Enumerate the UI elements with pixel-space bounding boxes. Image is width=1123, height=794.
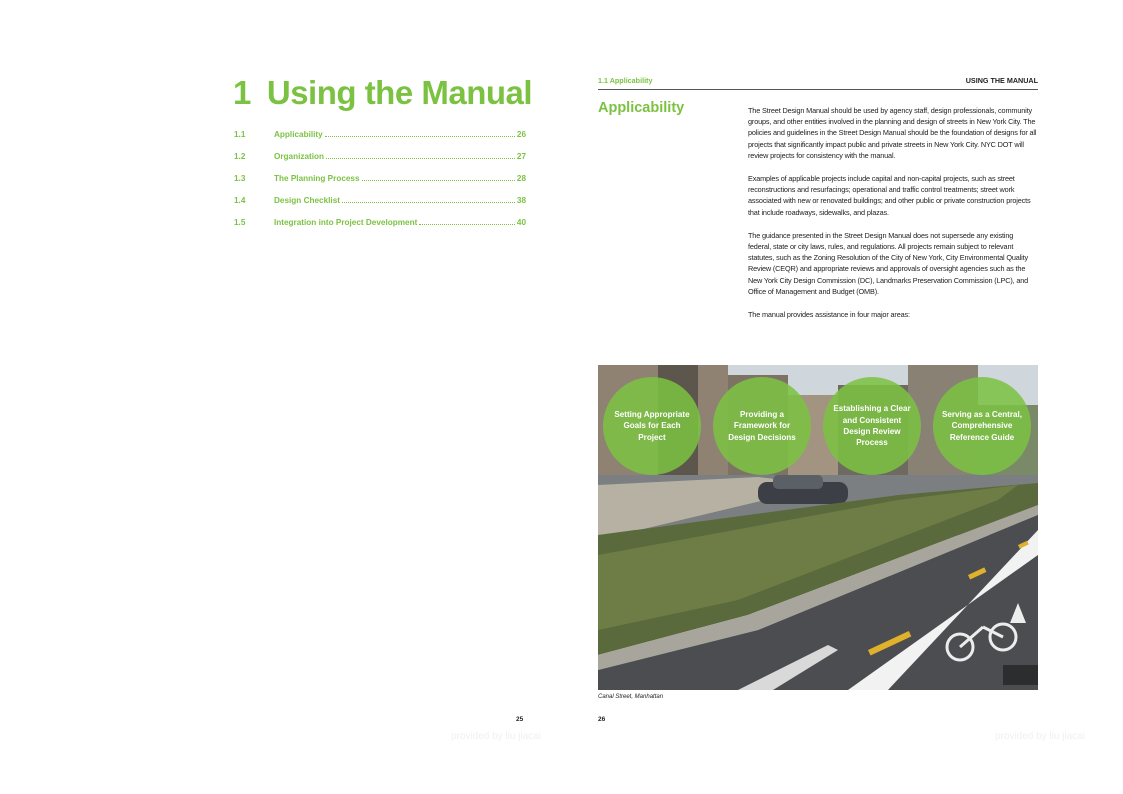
- toc-item-label[interactable]: Integration into Project Development: [274, 218, 418, 227]
- body-paragraph: The Street Design Manual should be used by agency staff, design professionals, community groups, and other entities involved in the planning and design of streets in New York City. The policies and guidelines in the Street Design Manual should be the foundation of designs for all projects that significantly impact public and private streets in New York City. NYC DOT will review projects for consistency with the manual.: [748, 106, 1037, 160]
- toc-item-label[interactable]: Design Checklist: [274, 196, 340, 205]
- area-circle-reference-guide: Serving as a Central, Comprehensive Reference Guide: [933, 377, 1031, 475]
- chapter-number: 1: [233, 74, 251, 111]
- street-photo: [598, 365, 1038, 690]
- toc-item[interactable]: [234, 196, 526, 218]
- header-chapter-label: USING THE MANUAL: [965, 76, 1038, 85]
- toc-item-page: 27: [516, 152, 526, 161]
- toc-leader-dots: [325, 136, 515, 137]
- toc-item-label[interactable]: Applicability: [274, 130, 323, 139]
- toc-item-number: 1.1: [234, 130, 246, 139]
- body-text: [748, 105, 1038, 332]
- toc-item-number: 1.5: [234, 218, 246, 227]
- running-header: [598, 76, 1038, 90]
- toc-item[interactable]: [234, 130, 526, 152]
- table-of-contents: [234, 130, 526, 240]
- toc-item[interactable]: [234, 174, 526, 196]
- toc-leader-dots: [419, 224, 515, 225]
- toc-item-page: 28: [516, 174, 526, 183]
- page-number-left: 25: [516, 716, 524, 723]
- toc-item[interactable]: [234, 218, 526, 240]
- toc-item-label[interactable]: The Planning Process: [274, 174, 360, 183]
- body-paragraph: Examples of applicable projects include capital and non-capital projects, such as street reconstructions and resurfacings; operational and traffic control treatments; street work associated with new or renovated buildings; and other public or private construction projects that include roadways, sidewalks, and plazas.: [748, 174, 1031, 217]
- chapter-title: [233, 74, 532, 112]
- toc-item-page: 38: [516, 196, 526, 205]
- toc-item-page: 40: [516, 218, 526, 227]
- toc-leader-dots: [342, 202, 515, 203]
- body-paragraph: The manual provides assistance in four major areas:: [748, 310, 910, 320]
- toc-item-number: 1.2: [234, 152, 246, 161]
- toc-item-number: 1.3: [234, 174, 246, 183]
- toc-item-page: 26: [516, 130, 526, 139]
- area-circle-review-process: Establishing a Clear and Consistent Design Review Process: [823, 377, 921, 475]
- body-paragraph: The guidance presented in the Street Design Manual does not supersede any existing federal, state or city laws, rules, and regulations. All projects remain subject to relevant statutes, such as the Zoning Resolution of the City of New York, City Environmental Quality Review (CEQR) and appropriate reviews and approvals of oversight agencies such as the New York City Design Commission (DC), Landmarks Preservation Commission (LPC), and Office of Management and Budget (OMB).: [748, 230, 1029, 296]
- toc-item[interactable]: [234, 152, 526, 174]
- toc-leader-dots: [362, 180, 515, 181]
- area-circle-setting-goals: Setting Appropriate Goals for Each Project: [603, 377, 701, 475]
- area-circle-framework: Providing a Framework for Design Decisions: [713, 377, 811, 475]
- section-title: Applicability: [598, 100, 685, 116]
- toc-item-label[interactable]: Organization: [274, 152, 325, 161]
- header-section-label: 1.1 Applicability: [598, 76, 653, 85]
- page-number-right: 26: [598, 716, 606, 723]
- toc-leader-dots: [326, 158, 515, 159]
- toc-item-number: 1.4: [234, 196, 246, 205]
- watermark-left: provided by liu jiacai: [451, 731, 542, 742]
- chapter-title-text: Using the Manual: [266, 74, 533, 111]
- photo-caption: Canal Street, Manhattan: [598, 694, 664, 700]
- watermark-right: provided by liu jiacai: [995, 731, 1086, 742]
